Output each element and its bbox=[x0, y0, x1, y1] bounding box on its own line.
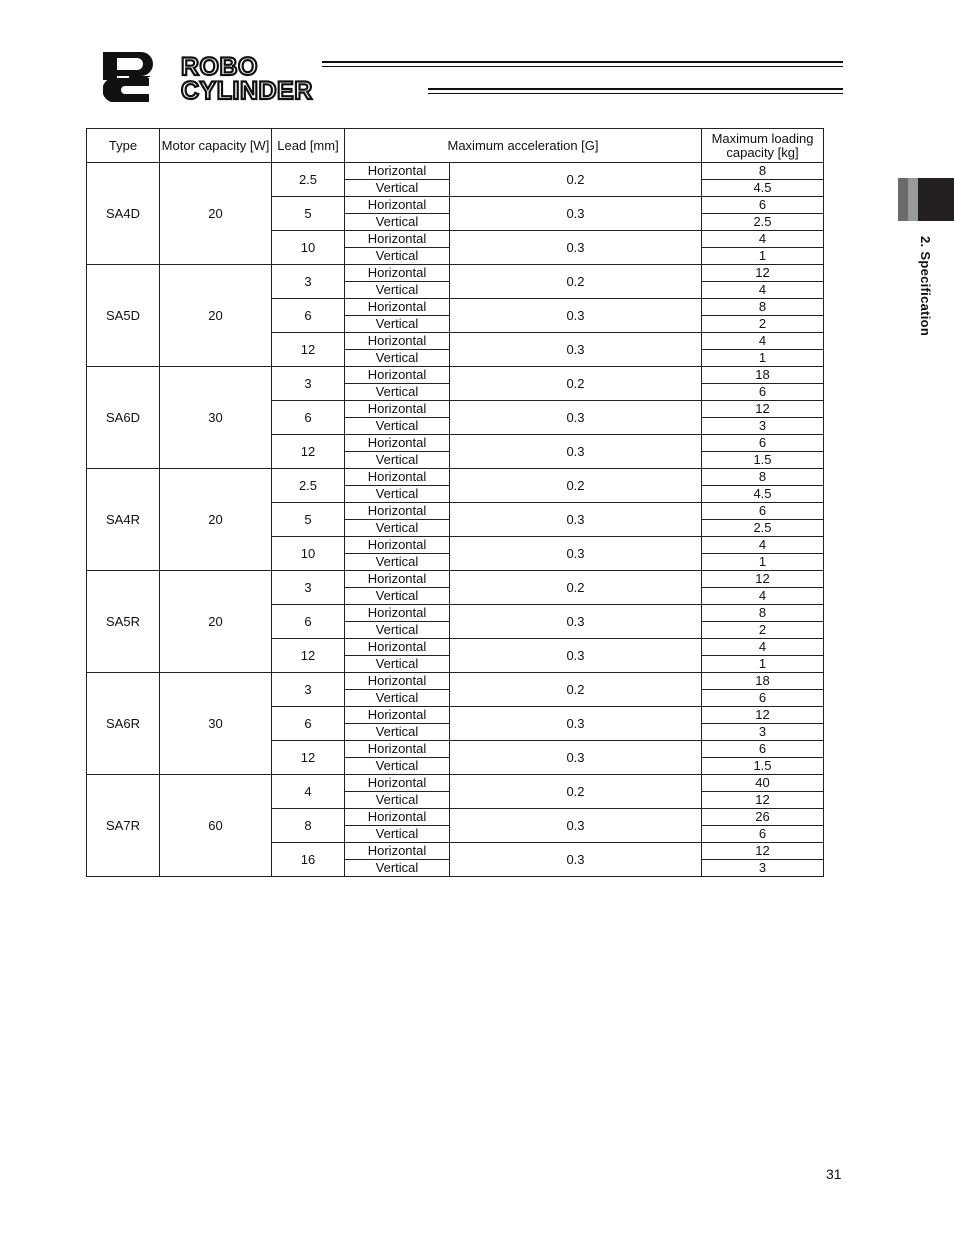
lead-cell: 12 bbox=[272, 435, 345, 469]
orientation-cell: Vertical bbox=[345, 486, 450, 503]
acceleration-cell: 0.2 bbox=[450, 367, 702, 401]
orientation-cell: Vertical bbox=[345, 452, 450, 469]
acceleration-cell: 0.3 bbox=[450, 401, 702, 435]
motor-capacity-cell: 20 bbox=[160, 469, 272, 571]
loading-capacity-cell: 1 bbox=[702, 248, 824, 265]
orientation-cell: Horizontal bbox=[345, 435, 450, 452]
orientation-cell: Horizontal bbox=[345, 639, 450, 656]
orientation-cell: Vertical bbox=[345, 214, 450, 231]
rc-mark-icon bbox=[103, 52, 153, 102]
header-rule-bottom-2 bbox=[428, 93, 843, 94]
orientation-cell: Horizontal bbox=[345, 809, 450, 826]
header-rule-top-2 bbox=[322, 66, 843, 67]
orientation-cell: Vertical bbox=[345, 826, 450, 843]
orientation-cell: Vertical bbox=[345, 316, 450, 333]
loading-capacity-cell: 2 bbox=[702, 316, 824, 333]
motor-capacity-cell: 30 bbox=[160, 673, 272, 775]
type-cell: SA6R bbox=[87, 673, 160, 775]
table-row bbox=[87, 469, 824, 486]
orientation-cell: Vertical bbox=[345, 758, 450, 775]
lead-cell: 6 bbox=[272, 707, 345, 741]
loading-capacity-cell: 6 bbox=[702, 384, 824, 401]
lead-cell: 10 bbox=[272, 537, 345, 571]
orientation-cell: Horizontal bbox=[345, 707, 450, 724]
acceleration-cell: 0.3 bbox=[450, 435, 702, 469]
loading-capacity-cell: 1.5 bbox=[702, 452, 824, 469]
lead-cell: 2.5 bbox=[272, 163, 345, 197]
header-rule-top-1 bbox=[322, 61, 843, 63]
type-cell: SA4R bbox=[87, 469, 160, 571]
col-header-lead: Lead [mm] bbox=[272, 129, 345, 163]
acceleration-cell: 0.3 bbox=[450, 639, 702, 673]
motor-capacity-cell: 20 bbox=[160, 265, 272, 367]
orientation-cell: Vertical bbox=[345, 656, 450, 673]
loading-capacity-cell: 6 bbox=[702, 435, 824, 452]
orientation-cell: Vertical bbox=[345, 180, 450, 197]
motor-capacity-cell: 60 bbox=[160, 775, 272, 877]
lead-cell: 12 bbox=[272, 639, 345, 673]
orientation-cell: Vertical bbox=[345, 690, 450, 707]
loading-capacity-cell: 4 bbox=[702, 588, 824, 605]
svg-text:CYLINDER: CYLINDER bbox=[181, 77, 313, 102]
specification-table bbox=[86, 128, 824, 877]
type-cell: SA5D bbox=[87, 265, 160, 367]
robo-cylinder-logo bbox=[103, 52, 423, 102]
orientation-cell: Horizontal bbox=[345, 231, 450, 248]
loading-capacity-cell: 4 bbox=[702, 333, 824, 350]
acceleration-cell: 0.3 bbox=[450, 843, 702, 877]
orientation-cell: Horizontal bbox=[345, 775, 450, 792]
loading-capacity-cell: 4 bbox=[702, 639, 824, 656]
acceleration-cell: 0.3 bbox=[450, 197, 702, 231]
orientation-cell: Horizontal bbox=[345, 503, 450, 520]
orientation-cell: Horizontal bbox=[345, 333, 450, 350]
orientation-cell: Horizontal bbox=[345, 265, 450, 282]
orientation-cell: Vertical bbox=[345, 792, 450, 809]
loading-capacity-cell: 1 bbox=[702, 350, 824, 367]
orientation-cell: Horizontal bbox=[345, 197, 450, 214]
motor-capacity-cell: 20 bbox=[160, 163, 272, 265]
loading-capacity-cell: 12 bbox=[702, 265, 824, 282]
col-header-max-loading-capacity: Maximum loading capacity [kg] bbox=[702, 129, 824, 163]
table-row bbox=[87, 265, 824, 282]
acceleration-cell: 0.2 bbox=[450, 775, 702, 809]
acceleration-cell: 0.3 bbox=[450, 537, 702, 571]
loading-capacity-cell: 2.5 bbox=[702, 520, 824, 537]
loading-capacity-cell: 3 bbox=[702, 724, 824, 741]
lead-cell: 12 bbox=[272, 333, 345, 367]
section-tab-marker bbox=[898, 178, 954, 221]
acceleration-cell: 0.3 bbox=[450, 605, 702, 639]
orientation-cell: Horizontal bbox=[345, 605, 450, 622]
lead-cell: 6 bbox=[272, 299, 345, 333]
lead-cell: 6 bbox=[272, 401, 345, 435]
orientation-cell: Horizontal bbox=[345, 401, 450, 418]
orientation-cell: Vertical bbox=[345, 860, 450, 877]
loading-capacity-cell: 12 bbox=[702, 401, 824, 418]
orientation-cell: Vertical bbox=[345, 282, 450, 299]
lead-cell: 5 bbox=[272, 503, 345, 537]
loading-capacity-cell: 6 bbox=[702, 197, 824, 214]
loading-capacity-cell: 2 bbox=[702, 622, 824, 639]
loading-capacity-cell: 8 bbox=[702, 299, 824, 316]
orientation-cell: Horizontal bbox=[345, 367, 450, 384]
acceleration-cell: 0.3 bbox=[450, 741, 702, 775]
type-cell: SA5R bbox=[87, 571, 160, 673]
loading-capacity-cell: 6 bbox=[702, 826, 824, 843]
lead-cell: 3 bbox=[272, 367, 345, 401]
orientation-cell: Horizontal bbox=[345, 469, 450, 486]
loading-capacity-cell: 8 bbox=[702, 163, 824, 180]
acceleration-cell: 0.3 bbox=[450, 333, 702, 367]
type-cell: SA4D bbox=[87, 163, 160, 265]
lead-cell: 5 bbox=[272, 197, 345, 231]
loading-capacity-cell: 18 bbox=[702, 367, 824, 384]
loading-capacity-cell: 12 bbox=[702, 843, 824, 860]
loading-capacity-cell: 18 bbox=[702, 673, 824, 690]
orientation-cell: Horizontal bbox=[345, 741, 450, 758]
orientation-cell: Vertical bbox=[345, 554, 450, 571]
page-number: 31 bbox=[826, 1166, 842, 1182]
loading-capacity-cell: 12 bbox=[702, 792, 824, 809]
orientation-cell: Vertical bbox=[345, 588, 450, 605]
loading-capacity-cell: 40 bbox=[702, 775, 824, 792]
lead-cell: 10 bbox=[272, 231, 345, 265]
lead-cell: 6 bbox=[272, 605, 345, 639]
section-tab-label: 2. Specification bbox=[918, 236, 933, 337]
acceleration-cell: 0.3 bbox=[450, 707, 702, 741]
loading-capacity-cell: 4.5 bbox=[702, 180, 824, 197]
lead-cell: 3 bbox=[272, 571, 345, 605]
svg-text:ROBO: ROBO bbox=[181, 53, 258, 81]
loading-capacity-cell: 2.5 bbox=[702, 214, 824, 231]
orientation-cell: Vertical bbox=[345, 248, 450, 265]
orientation-cell: Horizontal bbox=[345, 571, 450, 588]
loading-capacity-cell: 6 bbox=[702, 690, 824, 707]
acceleration-cell: 0.2 bbox=[450, 469, 702, 503]
orientation-cell: Horizontal bbox=[345, 843, 450, 860]
acceleration-cell: 0.2 bbox=[450, 571, 702, 605]
orientation-cell: Horizontal bbox=[345, 299, 450, 316]
acceleration-cell: 0.3 bbox=[450, 809, 702, 843]
type-cell: SA6D bbox=[87, 367, 160, 469]
table-row bbox=[87, 775, 824, 792]
orientation-cell: Horizontal bbox=[345, 163, 450, 180]
orientation-cell: Vertical bbox=[345, 418, 450, 435]
acceleration-cell: 0.2 bbox=[450, 673, 702, 707]
loading-capacity-cell: 12 bbox=[702, 571, 824, 588]
table-row bbox=[87, 571, 824, 588]
loading-capacity-cell: 4 bbox=[702, 537, 824, 554]
loading-capacity-cell: 3 bbox=[702, 860, 824, 877]
orientation-cell: Horizontal bbox=[345, 537, 450, 554]
loading-capacity-cell: 8 bbox=[702, 469, 824, 486]
table-row bbox=[87, 367, 824, 384]
loading-capacity-cell: 4 bbox=[702, 282, 824, 299]
acceleration-cell: 0.2 bbox=[450, 265, 702, 299]
loading-capacity-cell: 4 bbox=[702, 231, 824, 248]
loading-capacity-cell: 1.5 bbox=[702, 758, 824, 775]
orientation-cell: Vertical bbox=[345, 350, 450, 367]
loading-capacity-cell: 6 bbox=[702, 503, 824, 520]
acceleration-cell: 0.3 bbox=[450, 231, 702, 265]
lead-cell: 8 bbox=[272, 809, 345, 843]
table-row bbox=[87, 673, 824, 690]
orientation-cell: Vertical bbox=[345, 520, 450, 537]
loading-capacity-cell: 26 bbox=[702, 809, 824, 826]
orientation-cell: Vertical bbox=[345, 384, 450, 401]
type-cell: SA7R bbox=[87, 775, 160, 877]
loading-capacity-cell: 1 bbox=[702, 656, 824, 673]
acceleration-cell: 0.2 bbox=[450, 163, 702, 197]
acceleration-cell: 0.3 bbox=[450, 299, 702, 333]
motor-capacity-cell: 30 bbox=[160, 367, 272, 469]
motor-capacity-cell: 20 bbox=[160, 571, 272, 673]
lead-cell: 3 bbox=[272, 265, 345, 299]
lead-cell: 16 bbox=[272, 843, 345, 877]
loading-capacity-cell: 1 bbox=[702, 554, 824, 571]
lead-cell: 12 bbox=[272, 741, 345, 775]
header-rule-bottom-1 bbox=[428, 88, 843, 90]
loading-capacity-cell: 4.5 bbox=[702, 486, 824, 503]
col-header-type: Type bbox=[87, 129, 160, 163]
table-header-row bbox=[87, 129, 824, 163]
lead-cell: 3 bbox=[272, 673, 345, 707]
orientation-cell: Horizontal bbox=[345, 673, 450, 690]
lead-cell: 2.5 bbox=[272, 469, 345, 503]
table-row bbox=[87, 163, 824, 180]
lead-cell: 4 bbox=[272, 775, 345, 809]
orientation-cell: Vertical bbox=[345, 724, 450, 741]
loading-capacity-cell: 12 bbox=[702, 707, 824, 724]
col-header-max-acceleration: Maximum acceleration [G] bbox=[345, 129, 702, 163]
loading-capacity-cell: 8 bbox=[702, 605, 824, 622]
col-header-motor-capacity: Motor capacity [W] bbox=[160, 129, 272, 163]
orientation-cell: Vertical bbox=[345, 622, 450, 639]
loading-capacity-cell: 3 bbox=[702, 418, 824, 435]
loading-capacity-cell: 6 bbox=[702, 741, 824, 758]
acceleration-cell: 0.3 bbox=[450, 503, 702, 537]
